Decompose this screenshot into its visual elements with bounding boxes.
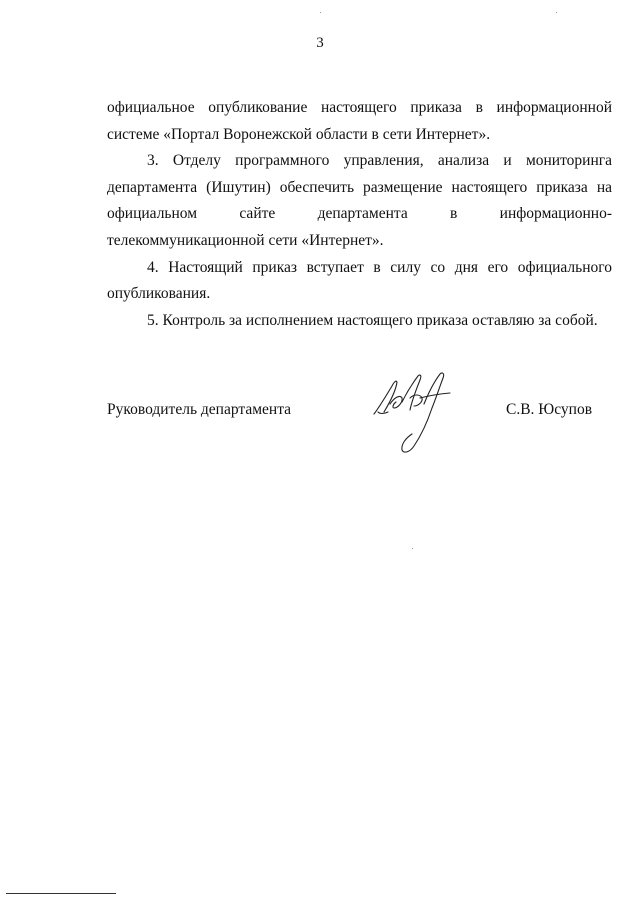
page-number: 3 xyxy=(316,35,324,51)
paragraph-item-5: 5. Контроль за исполнением настоящего приказа оставляю за собой. xyxy=(147,311,598,329)
document-body xyxy=(107,95,612,334)
scan-speck xyxy=(412,548,413,549)
signatory-role: Руководитель департамента xyxy=(107,401,292,418)
signatory-name: С.В. Юсупов xyxy=(506,401,593,418)
scan-speck xyxy=(320,12,321,13)
paragraph-continuation: официальное опубликование настоящего приказа в информационной системе «Портал Воронежской области в сети Интернет». xyxy=(107,99,612,143)
handwritten-signature xyxy=(366,368,466,458)
paragraph-item-4: 4. Настоящий приказ вступает в силу со дня его официального опубликования. xyxy=(107,258,612,303)
scan-speck xyxy=(556,12,557,13)
paragraph-item-3: 3. Отделу программного управления, анализа и мониторинга департамента (Ишутин) обеспечить размещение настоящего приказа на официальном сайте департамента в информационно-телекоммуникационной сети «Интернет». xyxy=(107,152,612,249)
footer-rule xyxy=(6,893,116,894)
